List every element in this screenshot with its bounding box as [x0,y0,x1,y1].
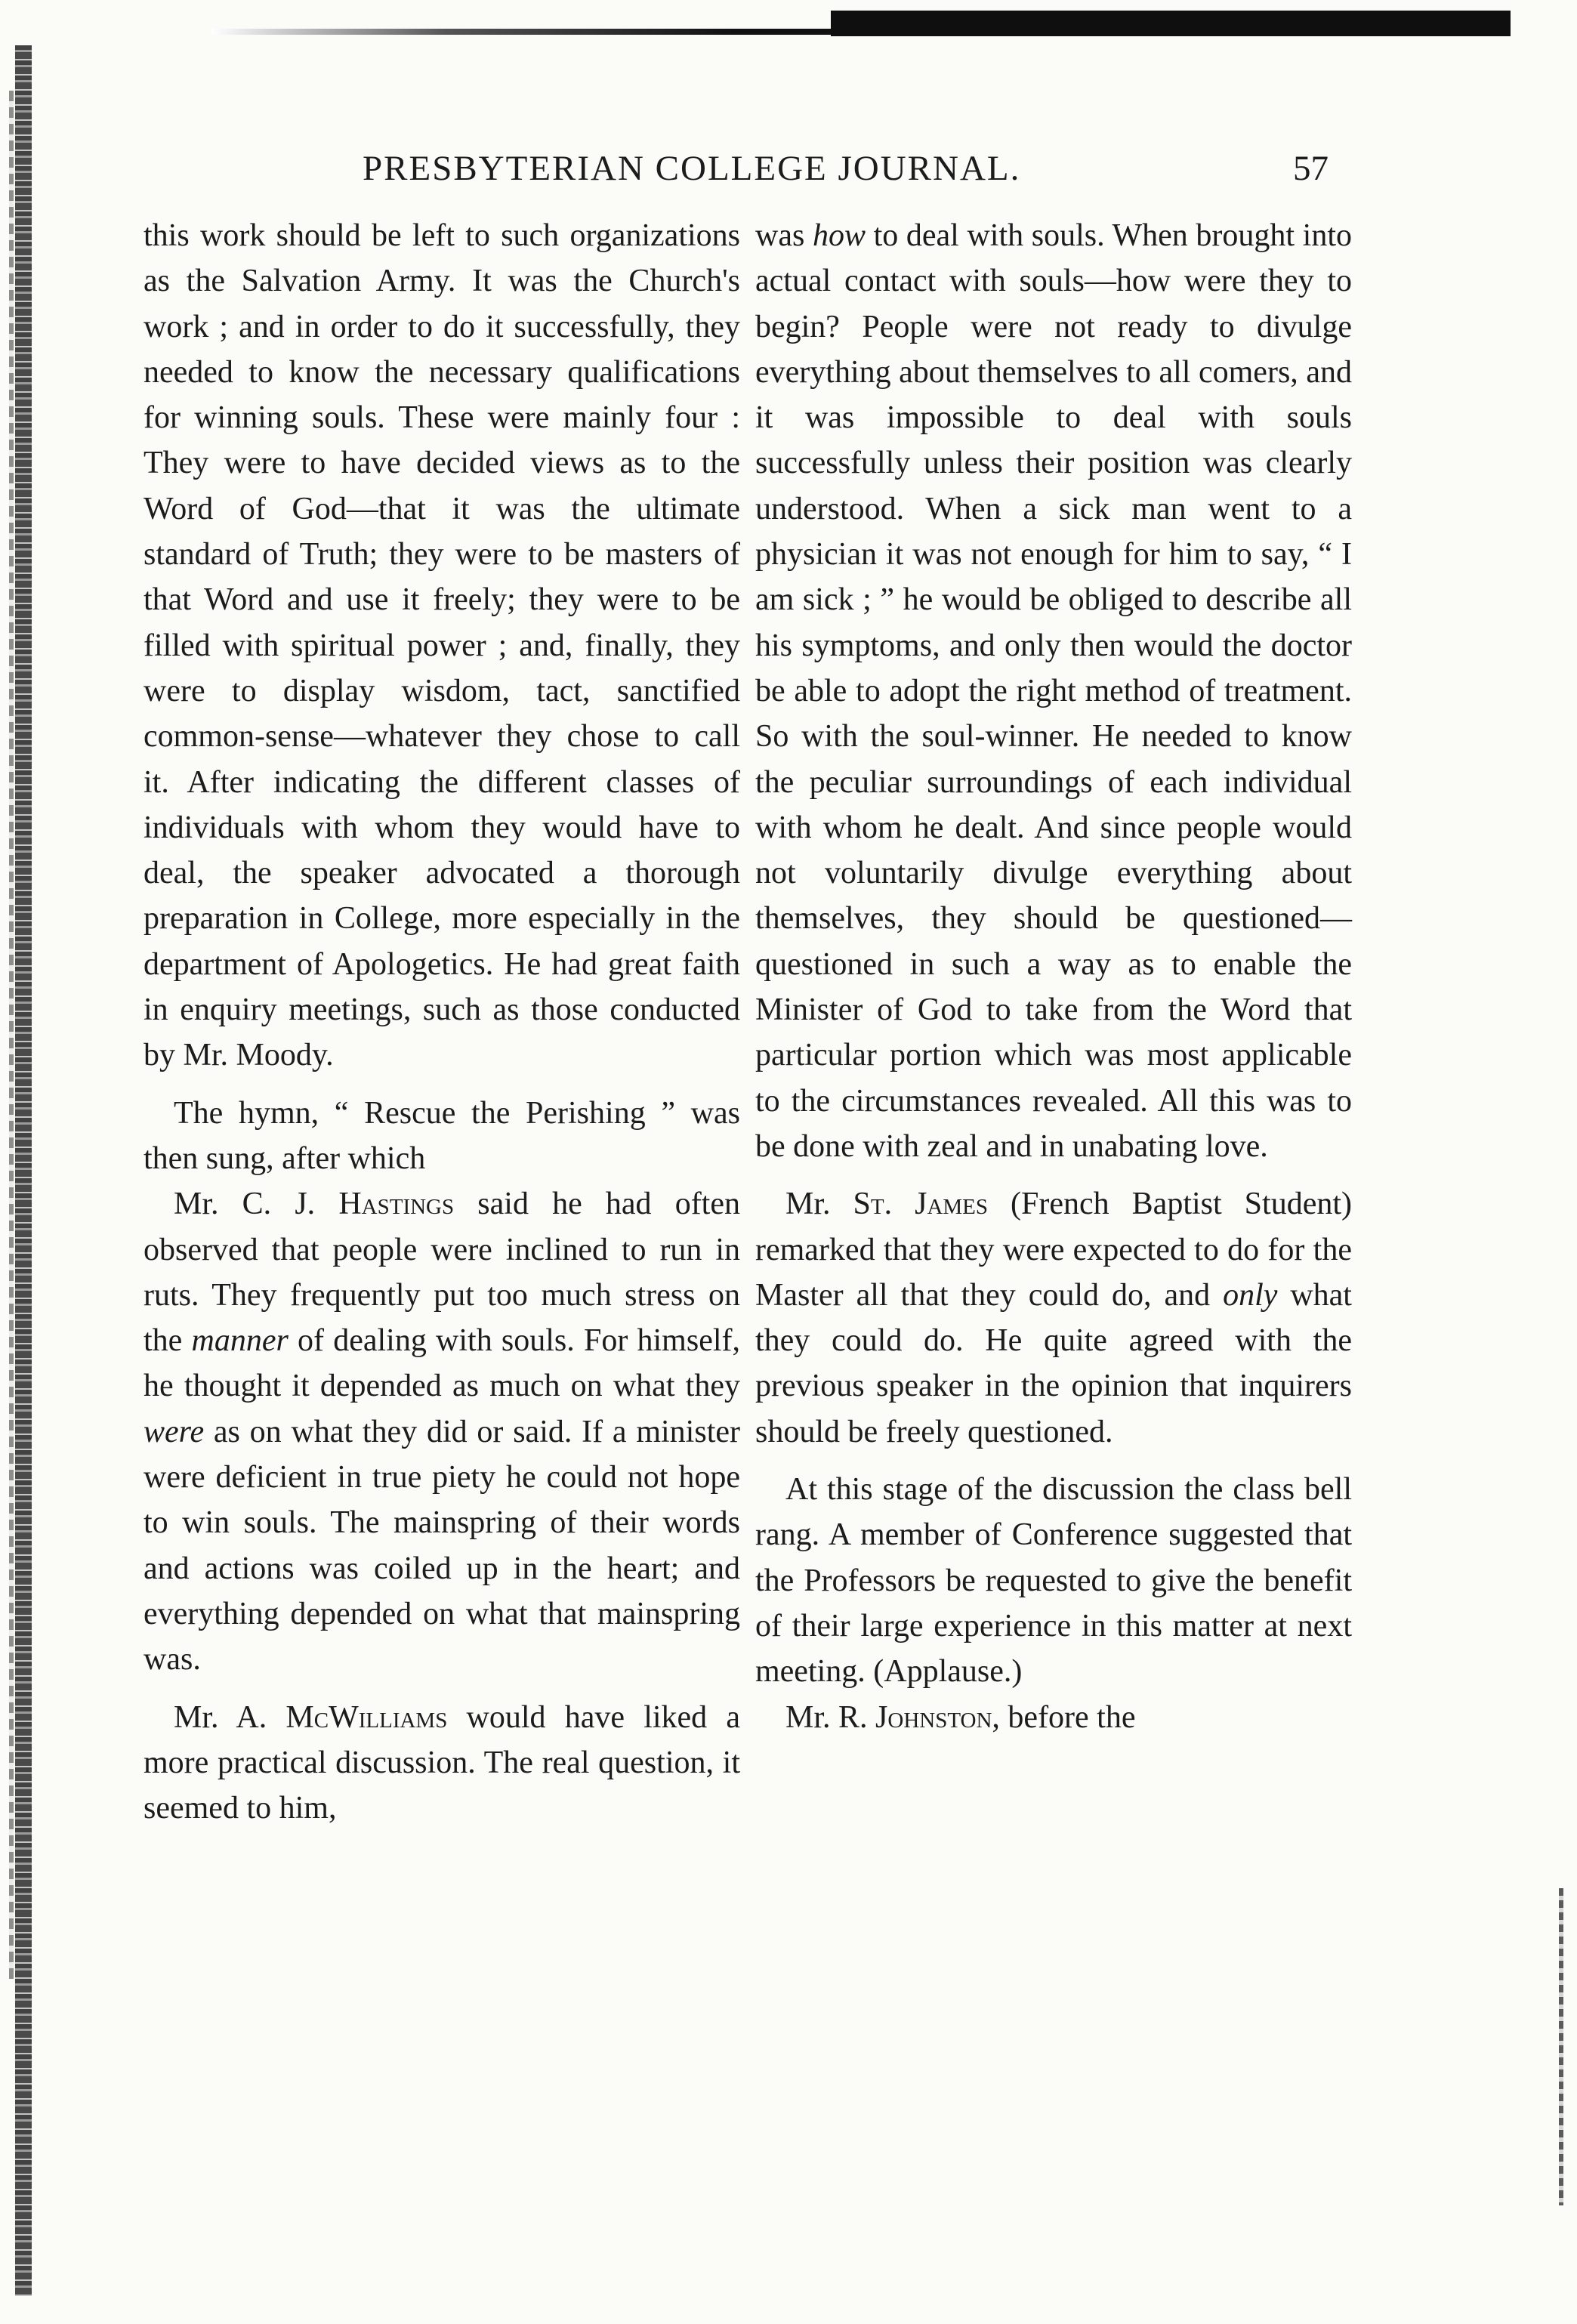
speaker-prefix: Mr. [785,1187,853,1222]
emphasis: how [812,218,866,253]
left-paragraph-1: this work should be left to such organizations as the Salvation Army. It was the Church's work ; and in order to do it successfully, they needed to know the necessary qualifications for winning souls. These were mainly four : They were to have decided views as to the Word of God—that it was the ultimate standard of Truth; they were to be masters of that Word and use it freely; they were to be filled with spiritual power ; and, finally, they were to display wisdom, tact, sanctified common-sense—whatever they chose to call it. After indicating the different classes of individuals with whom they would have to deal, the speaker advocated a thorough preparation in College, more especially in the department of Apologetics. He had great faith in enquiry meetings, such as those conducted by Mr. Moody. [144,218,740,1073]
paragraph-text: , before the [992,1699,1136,1735]
binding-shadow [9,91,14,1979]
paragraph-text: to deal with souls. When brought into actual contact with souls—how were they to begin? People were not ready to divulge everything about themselves to all comers, and it was impossible to deal with souls successfully unless their position was clearly understood. When a sick man went to a physician it was not enough for him to say, “ I am sick ; ” he would be obliged to describe all his symptoms, and only then would the doctor be able to adopt the right method of treatment. So with the soul-winner. He needed to know the peculiar surroundings of each individual with whom he dealt. And since people would not voluntarily divulge everything about themselves, they should be questioned—questioned in such a way as to enable the Minister of God to take from the Word that particular portion which was most applicable to the circumstances revealed. All this was to be done with zeal and in unabating love. [755,218,1352,1164]
emphasis: only [1223,1277,1278,1313]
left-column [144,213,740,1831]
emphasis: were [144,1414,205,1449]
speaker-prefix: Mr. C. J. [174,1187,339,1222]
right-column [755,213,1352,1740]
paragraph-text: would have liked a more practical discussion. The real question, it seemed to him, [144,1699,740,1826]
speaker-name: Hastings [338,1187,455,1222]
right-page-edge [1559,1888,1563,2205]
speaker-prefix: Mr. R. [785,1699,876,1735]
right-paragraph-1 [755,213,1352,1169]
right-paragraph-3: At this stage of the discussion the class bell rang. A member of Conference suggested that the Professors be requested to give the benefit of their large experience in this matter at next meeting. (Applause.) [755,1472,1352,1690]
speaker-name: St. James [853,1187,989,1222]
speaker-name: McWilliams [285,1699,448,1735]
paragraph-text: said he had often observed that people were inclined to run in ruts. They frequently put too much stress on the [144,1187,740,1359]
right-paragraph-2 [755,1181,1352,1455]
left-paragraph-4 [144,1695,740,1832]
left-paragraph-2: The hymn, “ Rescue the Perishing ” was then sung, after which [144,1095,740,1176]
left-paragraph-3 [144,1181,740,1682]
top-rule-thick [831,11,1511,36]
paragraph-text: as on what they did or said. If a minister were deficient in true piety he could not hope to win souls. The mainspring of their words and actions was coiled up in the heart; and everything depended on what that mainspring was. [144,1414,740,1677]
emphasis: manner [191,1323,289,1359]
page-number: 57 [1293,149,1329,188]
speaker-prefix: Mr. A. [174,1699,286,1735]
paragraph-text: was [755,218,813,253]
right-paragraph-4 [755,1695,1352,1740]
paragraph-text: (French Baptist Student) remarked that they were expected to do for the Master all that they could do, and [755,1187,1352,1313]
binding-edge [15,45,32,2296]
running-header: PRESBYTERIAN COLLEGE JOURNAL. [363,149,1021,188]
paragraph-text: what they could do. He quite agreed with the previous speaker in the opinion that inquirers should be freely questioned. [755,1277,1352,1449]
paragraph-text: of dealing with souls. For himself, he thought it depended as much on what they [144,1323,740,1404]
speaker-name: Johnston [875,1699,992,1735]
